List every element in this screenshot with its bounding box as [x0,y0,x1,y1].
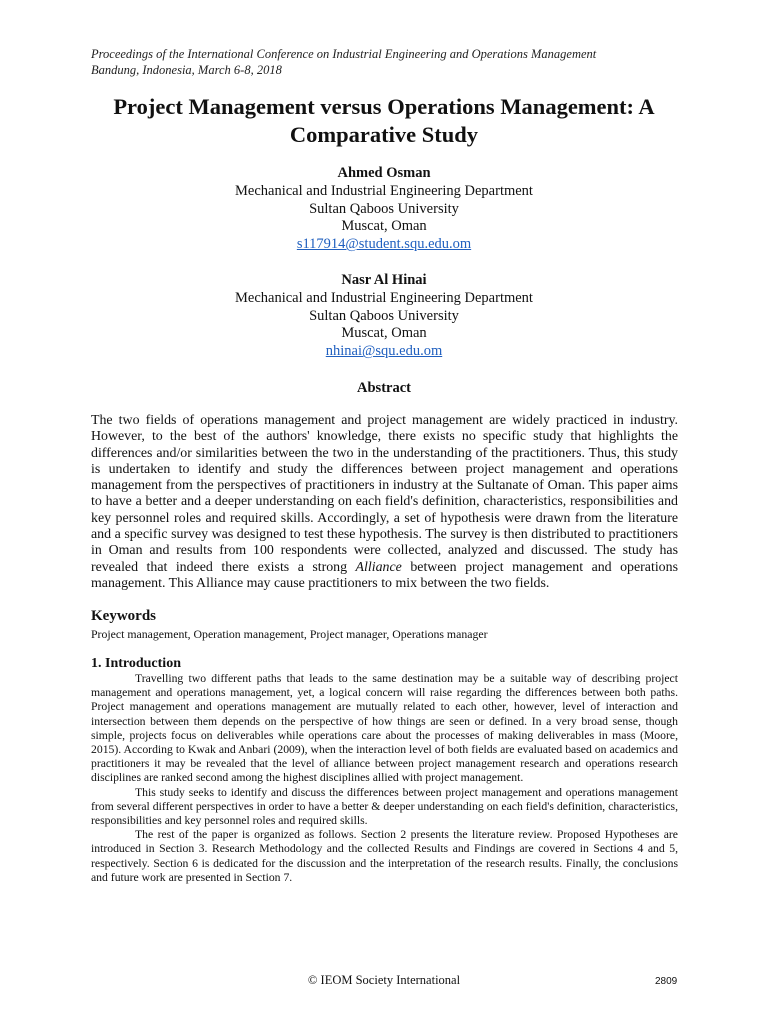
author-university: Sultan Qaboos University [309,200,459,217]
title-line-2: Comparative Study [289,122,479,147]
introduction-paragraph: This study seeks to identify and discuss the differences between project management and operations management from several different perspectives in order to have a better & deeper understanding on each field's definition, characteristics, responsibilities and key personnel roles and required skills. [91,785,678,828]
introduction-paragraph: Travelling two different paths that leads to the same destination may be a suitable way of describing project management and operations management, yet, a logical concern will raise regarding the differences between both paths. Project management and operations management are mutually related to each other, however, level of interaction and intersection between them depends on the perspective of how things are seen or defined. In a very broad sense, though simple, projects focus on deliverables while operations care about the processes of making deliverables in mass (Moore, 2015). According to Kwak and Anbari (2009), when the interaction level of both fields are evaluated based on academics and practitioners it may be revealed that the level of alliance between project management research and operations research disciplines are ranked second among the highest disciplines allied with project management. [91,672,678,785]
author-name: Nasr Al Hinai [341,272,427,288]
proceedings-line-2: Bandung, Indonesia, March 6-8, 2018 [91,63,282,77]
abstract-text [91,413,678,592]
title-line-1: Project Management versus Operations Management: A [113,94,655,119]
author-department: Mechanical and Industrial Engineering Department [235,289,533,306]
abstract-heading: Abstract [357,380,411,396]
footer-copyright: © IEOM Society International [307,973,461,987]
proceedings-header [91,46,596,78]
author-location: Muscat, Oman [341,325,427,342]
abstract-text-part-2: between project management and operations management. This Alliance may cause practitioners to mix between the two fields. [91,559,678,591]
author-block-2 [0,272,768,361]
introduction-paragraph: The rest of the paper is organized as follows. Section 2 presents the literature review. Proposed Hypotheses are introduced in Section 3. Research Methodology and the collected Results and Findings are covered in Sections 4 and 5, respectively. Section 6 is dedicated for the discussion and the interpretation of the research results. Finally, the conclusions and future work are presented in Section 7. [91,828,678,884]
introduction-body [91,672,678,885]
abstract-emphasis: Alliance [355,559,402,575]
author-email-link[interactable]: nhinai@squ.edu.om [325,343,443,360]
author-department: Mechanical and Industrial Engineering Department [235,182,533,199]
author-location: Muscat, Oman [341,218,427,235]
keywords-heading: Keywords [91,608,156,624]
proceedings-line-1: Proceedings of the International Conference on Industrial Engineering and Operations Management [91,47,597,61]
abstract-text-part-1: The two fields of operations management and project management are widely practiced in industry. However, to the best of the authors' knowledge, there exists no specific study that highlights the differences and/or similarities between the two in the understanding of the practitioners. Thus, this study is undertaken to identify and study the differences between project management and operations management from the perspectives of practitioners in industry at the Sultanate of Oman. This paper aims to have a better and a deeper understanding on each field's definition, characteristics, responsibilities and key personnel roles and required skills. Accordingly, a set of hypothesis were drawn from the literature and a specific survey was designed to test these hypothesis. The survey is then distributed to practitioners in Oman and results from 100 respondents were collected, analyzed and discussed. The study has revealed that indeed there exists a strong [91,413,678,575]
author-email-link[interactable]: s117914@student.squ.edu.om [296,236,472,253]
keywords-text: Project management, Operation management, Project manager, Operations manager [91,627,488,641]
author-name: Ahmed Osman [337,165,431,181]
author-university: Sultan Qaboos University [309,307,459,324]
introduction-heading: 1. Introduction [91,656,181,671]
paper-title [60,93,708,149]
page-number: 2809 [655,976,678,987]
author-block-1 [0,165,768,254]
